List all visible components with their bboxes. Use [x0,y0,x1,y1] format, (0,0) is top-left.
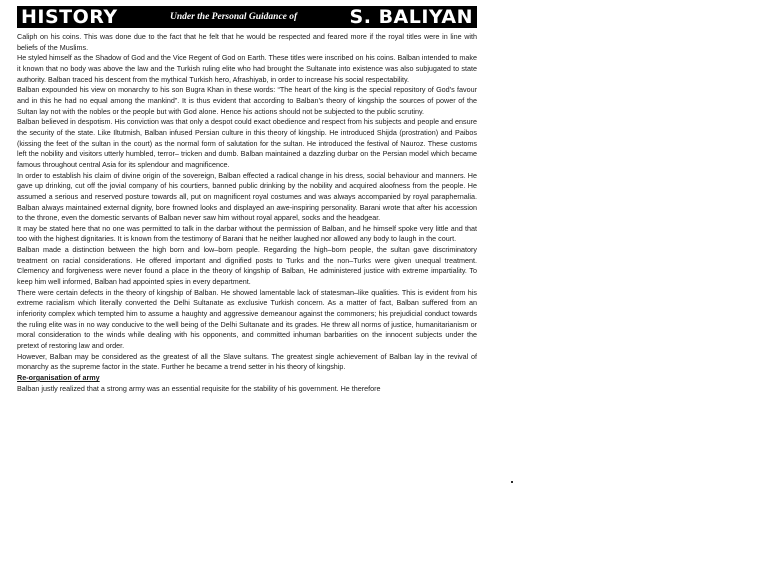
paragraph: Balban justly realized that a strong army was an essential requisite for the stability of his government. He therefore [17,383,381,393]
document-page [17,6,477,394]
paragraph: In order to establish his claim of divine origin of the sovereign, Balban effected a radical change in his dress, social behaviour and manners. He gave up drinking, cut off the jovial company of his courtiers, banned public drinking by the nobility and acquired aloofness from the people. He assumed a serious and reserved posture towards all, put on magnificent royal costumes and was always accompanied by royal paraphernalia. Balban always maintained external dignity, bore frowned looks and displayed an awe-inspiring personality. Barani wrote that after his accession to the throne, even the domestic servants of Balban never saw him without royal apparel, socks and the headgear. [17,170,477,223]
author-name: S. BALIYAN [349,6,473,28]
section-heading: Re-organisation of army [17,373,100,382]
paragraph: Balban made a distinction between the high born and low–born people. Regarding the high–born people, the sultan gave discriminatory treatment on racial considerations. He offered important and dignified posts to Turks and the non–Turks were given unequal treatment. Clemency and forgiveness were never found a place in the theory of kingship of Balban, He administered justice with extreme impartiality. To keep him well informed, Balban had appointed spies in every department. [17,245,477,287]
paragraph: Caliph on his coins. This was done due to the fact that he felt that he would be respected and feared more if the royal titles were in line with beliefs of the Muslims. [17,32,477,52]
stray-dot [511,481,513,483]
paragraph: There were certain defects in the theory of kingship of Balban. He showed lamentable lack of statesman–like qualities. This is evident from his extreme racialism which literally converted the Delhi Sultanate as exclusive Turkish concern. As a matter of fact, Balban suffered from an inferiority complex which tempted him to assume a haughty and aggressive demeanour against the commoners; his prejudicial conduct towards the ruling elite was in no way conducive to the well being of the Delhi Sultanate and its grades. He threw all norms of justice, humanitarianism or moral consideration to the winds while dealing with his opponents, and committed inhuman barbarities on the innocent subjects under the pretext of restoring law and order. [17,287,477,351]
header-banner [17,6,477,28]
paragraph: He styled himself as the Shadow of God and the Vice Regent of God on Earth. These titles were inscribed on his coins. Balban intended to make it known that no body was above the law and the Turkish ruling elite who had brought the Sultanate into existence was also subjugated to state authority. Balban traced his descent from the mythical Turkish hero, Afrashiyab, in order to increase his social respectability. [17,53,478,84]
paragraph: It may be stated here that no one was permitted to talk in the darbar without the permission of Balban, and he himself spoke very little and that too with the highest dignitaries. It is known from the testimony of Barani that he neither laughed nor allowed any body to laugh in the court. [17,223,477,244]
subject-title: HISTORY [21,6,118,28]
paragraph: Balban believed in despotism. His conviction was that only a despot could exact obedience and respect from his subjects and people and ensure the security of the state. Like Iltutmish, Balban infused Persian culture in this theory of kingship. He introduced Shijda (prostration) and Paibos (kissing the feet of the sultan in the court) as the normal form of salutation for the sultan. He introduced the festival of Nauroz. These customs left the nobility and visitors utterly humbled, terror– tricken and dumb. Balban maintained a dazzling durbar on the Persian model which became famous throughout central Asia for its splendour and magnificence. [17,117,477,169]
guidance-subtitle: Under the Personal Guidance of [169,12,298,22]
paragraph: Balban expounded his view on monarchy to his son Bugra Khan in these words: “The heart of the king is the special repository of God’s favour and in this he had no equal among the mankind”. It is thus evident that according to Balban’s theory of kingship the sources of power of the Sultan lay not with the nobles or the people but with God alone. Hence his actions should not be subjected to the public scrutiny. [17,85,477,116]
document-body [17,32,477,394]
paragraph: However, Balban may be considered as the greatest of all the Slave sultans. The greatest single achievement of Balban lay in the revival of monarchy as the supreme factor in the state. Further he became a trend setter in his theory of kingship. [17,351,477,372]
